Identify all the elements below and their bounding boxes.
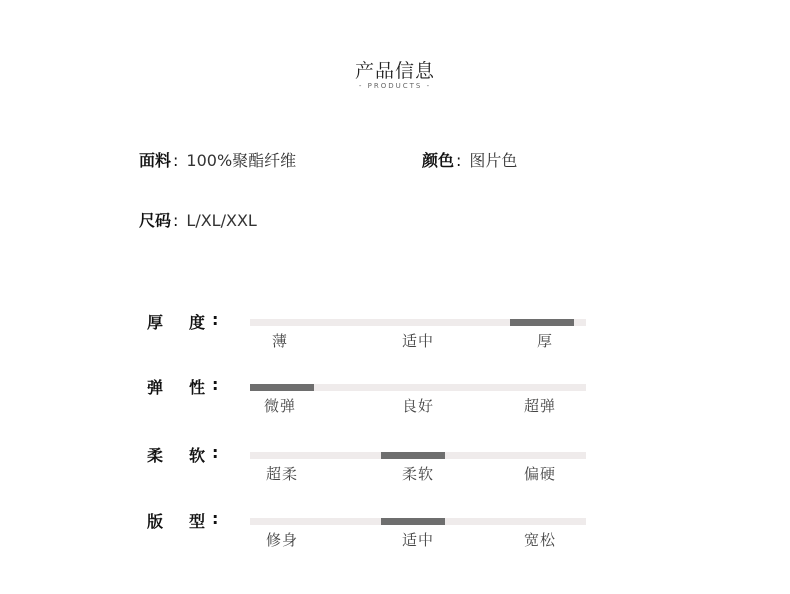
info-color-key: 颜色 — [422, 151, 455, 170]
rating-track — [250, 319, 586, 326]
info-color — [422, 148, 517, 171]
info-size-key: 尺码 — [139, 211, 172, 230]
rating-label-colon: : — [212, 375, 219, 394]
rating-row-softness — [0, 443, 790, 512]
rating-label-char-1: 厚 — [147, 313, 164, 332]
rating-option-2: 适中 — [401, 332, 434, 350]
rating-label-colon: : — [212, 509, 219, 528]
rating-label-char-2: 型 — [189, 512, 206, 531]
rating-option-2: 良好 — [401, 397, 434, 415]
rating-label-char-1: 柔 — [147, 446, 164, 465]
rating-row-thickness — [0, 310, 790, 379]
info-fabric — [139, 148, 296, 171]
rating-option-3: 宽松 — [523, 531, 556, 549]
rating-fill — [381, 518, 445, 525]
rating-option-3: 超弹 — [523, 397, 556, 415]
rating-track — [250, 452, 586, 459]
rating-option-3: 厚 — [536, 332, 553, 350]
info-fabric-colon: : — [173, 151, 179, 170]
rating-track — [250, 518, 586, 525]
info-fabric-value: 100%聚酯纤维 — [186, 151, 297, 170]
rating-row-elasticity — [0, 375, 790, 444]
rating-fill — [381, 452, 445, 459]
page-subtitle: - PRODUCTS - — [358, 82, 432, 90]
rating-fill — [510, 319, 574, 326]
rating-label-char-2: 度 — [189, 313, 206, 332]
rating-row-fit — [0, 509, 790, 578]
info-size-value: L/XL/XXL — [186, 211, 257, 230]
rating-label-char-1: 弹 — [147, 378, 164, 397]
info-size — [139, 208, 257, 231]
rating-fill — [250, 384, 314, 391]
rating-option-1: 修身 — [265, 531, 298, 549]
rating-label-char-1: 版 — [147, 512, 164, 531]
info-size-colon: : — [173, 211, 179, 230]
info-color-colon: : — [456, 151, 462, 170]
rating-label-colon: : — [212, 310, 219, 329]
rating-option-2: 适中 — [401, 531, 434, 549]
info-color-value: 图片色 — [469, 151, 518, 170]
rating-option-1: 薄 — [271, 332, 288, 350]
rating-option-1: 超柔 — [265, 465, 298, 483]
rating-label-char-2: 性 — [189, 378, 206, 397]
info-fabric-key: 面料 — [139, 151, 172, 170]
page-title: 产品信息 — [354, 60, 435, 82]
rating-option-1: 微弹 — [263, 397, 296, 415]
rating-label-colon: : — [212, 443, 219, 462]
rating-option-3: 偏硬 — [523, 465, 556, 483]
rating-track — [250, 384, 586, 391]
rating-label-char-2: 软 — [189, 446, 206, 465]
rating-option-2: 柔软 — [401, 465, 434, 483]
